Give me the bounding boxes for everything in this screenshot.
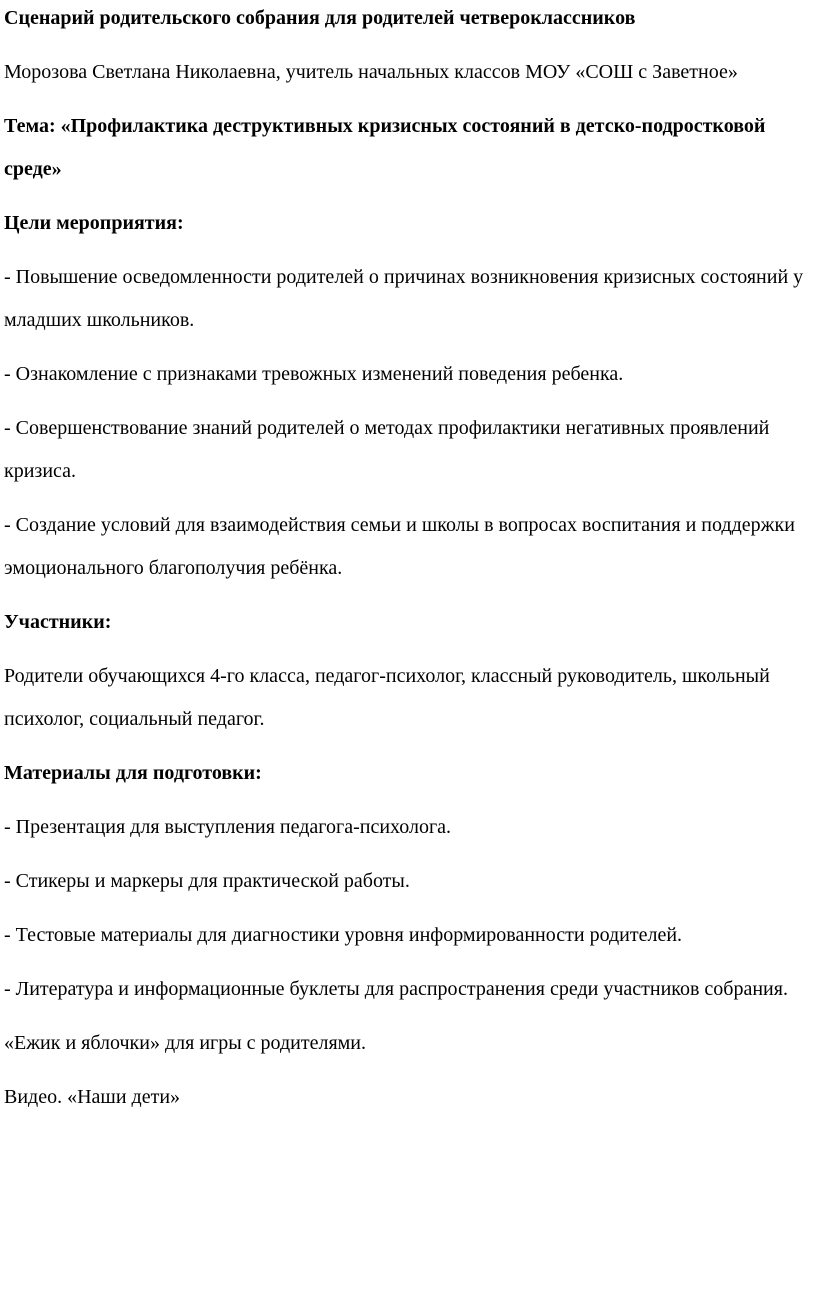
document-page bbox=[4, 0, 810, 1130]
extra-line: «Ежик и яблочки» для игры с родителями. bbox=[4, 1032, 367, 1054]
material-item: - Тестовые материалы для диагностики уровня информированности родителей. bbox=[4, 924, 683, 946]
goal-item: - Повышение осведомленности родителей о причинах возникновения кризисных состояний у младших школьников. bbox=[4, 266, 804, 331]
participants-text: Родители обучающихся 4-го класса, педагог-психолог, классный руководитель, школьный психолог, социальный педагог. bbox=[4, 665, 770, 730]
topic-line: Тема: «Профилактика деструктивных кризисных состояний в детско-подростковой среде» bbox=[4, 115, 766, 180]
goal-item: - Совершенствование знаний родителей о методах профилактики негативных проявлений кризиса. bbox=[4, 417, 770, 482]
participants-heading: Участники: bbox=[4, 611, 112, 633]
document-title: Сценарий родительского собрания для родителей четвероклассников bbox=[4, 7, 636, 29]
author-line: Морозова Светлана Николаевна, учитель начальных классов МОУ «СОШ с Заветное» bbox=[4, 61, 738, 83]
goals-heading: Цели мероприятия: bbox=[4, 212, 184, 234]
materials-heading: Материалы для подготовки: bbox=[4, 762, 262, 784]
goal-item: - Ознакомление с признаками тревожных изменений поведения ребенка. bbox=[4, 363, 624, 385]
material-item: - Литература и информационные буклеты для распространения среди участников собрания. bbox=[4, 978, 788, 1000]
material-item: - Презентация для выступления педагога-психолога. bbox=[4, 816, 452, 838]
goal-item: - Создание условий для взаимодействия семьи и школы в вопросах воспитания и поддержки эмоционального благополучия ребёнка. bbox=[4, 514, 795, 579]
material-item: - Стикеры и маркеры для практической работы. bbox=[4, 870, 410, 892]
extra-line: Видео. «Наши дети» bbox=[4, 1086, 181, 1108]
